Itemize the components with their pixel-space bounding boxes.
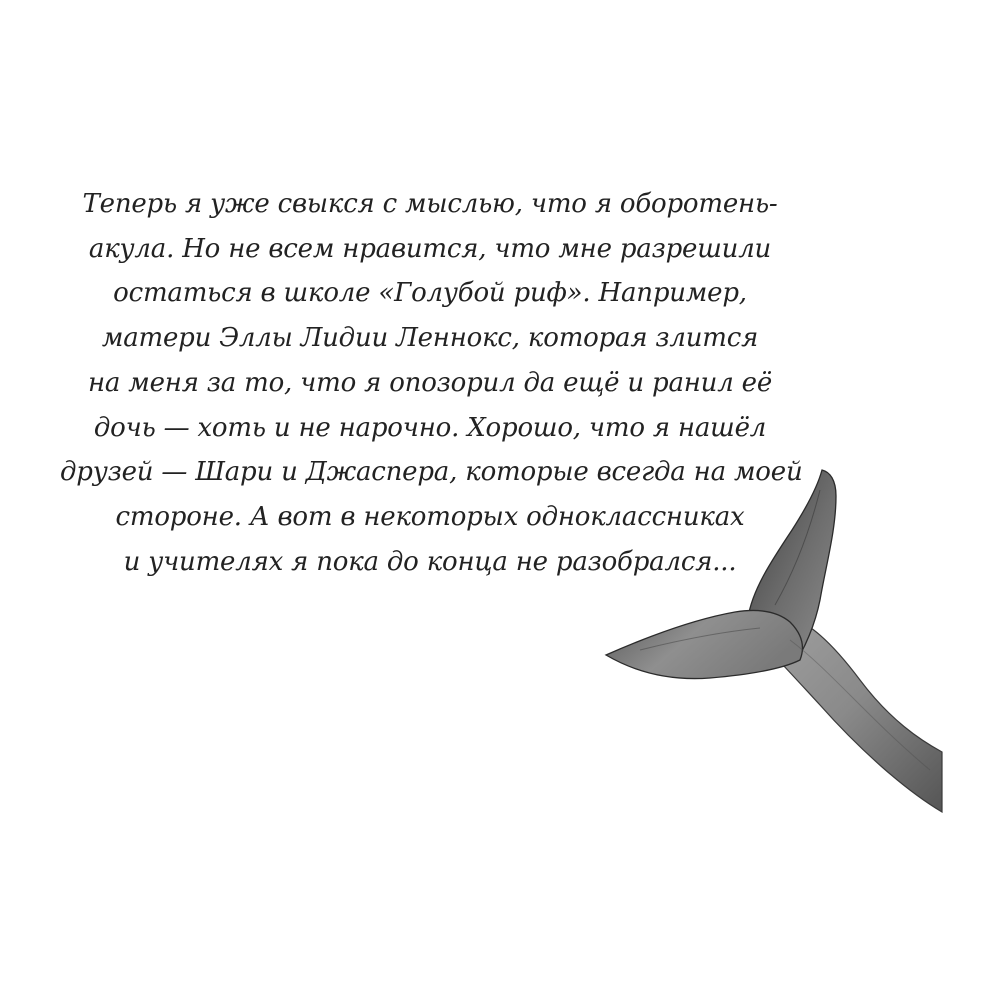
paragraph-line: акула. Но не всем нравится, что мне разрешили bbox=[88, 233, 772, 264]
paragraph-line: друзей — Шари и Джаспера, которые всегда на моей bbox=[60, 457, 803, 488]
paragraph-line: Теперь я уже свыкся с мыслью, что я оборотень- bbox=[82, 189, 778, 219]
paragraph-line: стороне. А вот в некоторых одноклассниках bbox=[115, 501, 745, 532]
paragraph-line: дочь — хоть и не нарочно. Хорошо, что я нашёл bbox=[93, 412, 767, 443]
paragraph-line: и учителях я пока до конца не разобрался... bbox=[123, 546, 737, 577]
paragraph-line: матери Эллы Лидии Леннокс, которая злится bbox=[101, 323, 759, 354]
paragraph-line: остаться в школе «Голубой риф». Например, bbox=[113, 278, 747, 309]
paragraph-line: на меня за то, что я опозорил да ещё и ранил её bbox=[87, 367, 773, 398]
shark-tail-icon bbox=[600, 462, 945, 822]
tail-lower-lobe bbox=[606, 610, 802, 678]
